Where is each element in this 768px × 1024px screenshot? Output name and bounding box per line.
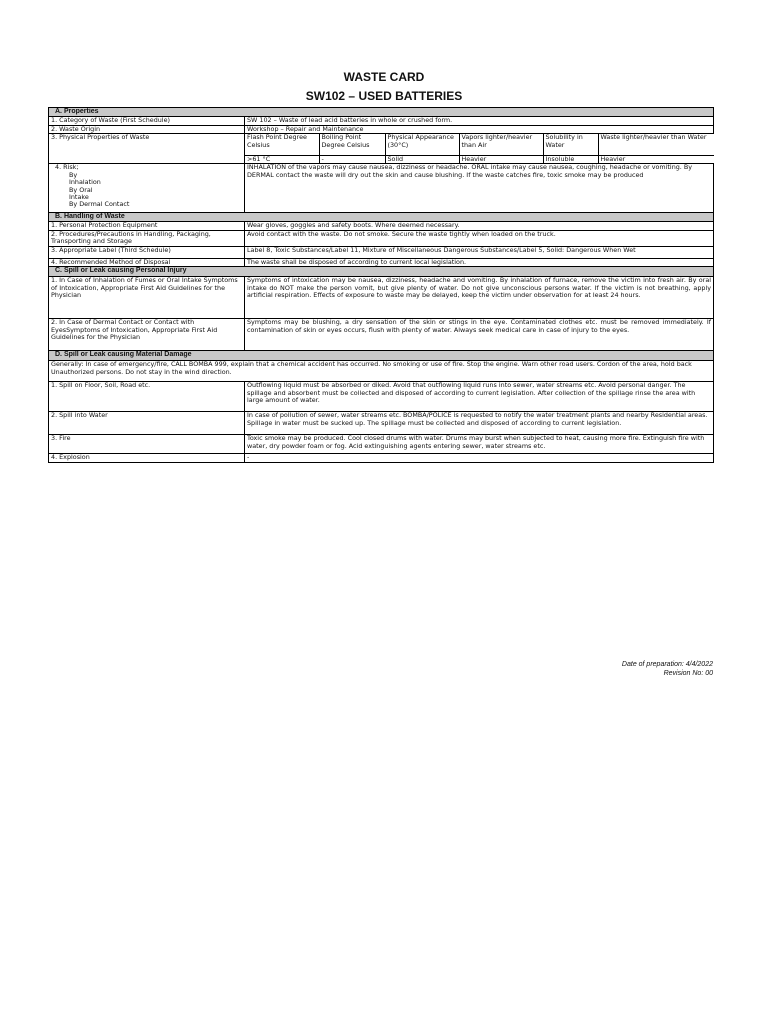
prop-header: Physical Appearance (30°C) xyxy=(385,134,459,155)
preparation-date: Date of preparation: 4/4/2022 xyxy=(621,661,713,668)
row-label: 1. In Case of Inhalation of Fumes or Oral Intake Symptoms of Intoxication, Appropriate First Aid Guidelines for the Physician xyxy=(49,277,245,319)
row-label: 4. Recommended Method of Disposal xyxy=(49,258,245,266)
risk-label: 4. Risk; xyxy=(55,163,79,172)
risk-intake: Intake xyxy=(69,193,89,202)
table-row xyxy=(49,382,714,412)
table-row xyxy=(49,412,714,435)
table-row xyxy=(49,164,714,213)
prop-header: Solubility in Water xyxy=(543,134,598,155)
table-row xyxy=(49,258,714,266)
row-value: SW 102 – Waste of lead acid batteries in whole or crushed form. xyxy=(245,117,714,126)
general-instructions: Generally: In case of emergency/fire, CALL BOMBA 999, explain that a chemical accident has occurred. No smoking or use of fire. Stop the engine. Warn other road users. Cordon of the area, hold back Unauthorized persons. Do not stay in the wind direction. xyxy=(49,361,714,382)
prop-value: Heavier xyxy=(459,155,543,163)
row-label: 3. Appropriate Label (Third Schedule) xyxy=(49,246,245,258)
prop-value: Insoluble xyxy=(543,155,598,163)
section-d-header xyxy=(49,351,714,361)
prop-value: Solid xyxy=(385,155,459,163)
prop-header: Flash Point Degree Celsius xyxy=(245,134,319,155)
row-label: 2. Procedures/Precautions in Handling, Packaging, Transporting and Storage xyxy=(49,230,245,246)
table-row xyxy=(49,435,714,454)
waste-card-table xyxy=(48,107,714,463)
row-label: 1. Category of Waste (First Schedule) xyxy=(49,117,245,126)
row-value: Label 8, Toxic Substances/Label 11, Mixture of Miscellaneous Dangerous Substances/Label 5, Solid: Dangerous When Wet xyxy=(245,246,714,258)
prop-header: Waste lighter/heavier than Water xyxy=(598,134,714,155)
row-label: 1. Spill on Floor, Soil, Road etc. xyxy=(49,382,245,412)
table-row xyxy=(49,319,714,351)
document-title: WASTE CARD xyxy=(343,70,425,84)
row-value: Wear gloves, goggles and safety boots. Where deemed necessary. xyxy=(245,222,714,230)
section-d-title: D. Spill or Leak causing Material Damage xyxy=(49,351,714,361)
row-value: Workshop – Repair and Maintenance xyxy=(245,126,714,134)
row-label: 2. Waste Origin xyxy=(49,126,245,134)
row-label: 3. Fire xyxy=(49,435,245,454)
row-value: - xyxy=(245,454,714,462)
prop-header: Vapors lighter/heavier than Air xyxy=(459,134,543,155)
row-value: In case of pollution of sewer, water streams etc. BOMBA/POLICE is requested to notify the water treatment plants and nearby Residential areas. Spillage in water must be sucked up. The spillage must be collected and disposed of according to current legislation. xyxy=(245,412,714,435)
row-value: The waste shall be disposed of according to current local legislation. xyxy=(245,258,714,266)
revision-number: Revision No: 00 xyxy=(663,670,713,677)
prop-value: - xyxy=(319,155,385,163)
table-row xyxy=(49,117,714,126)
table-row xyxy=(49,134,714,164)
table-row xyxy=(49,246,714,258)
row-label xyxy=(49,164,245,213)
row-value: Avoid contact with the waste. Do not smoke. Secure the waste tightly when loaded on the truck. xyxy=(245,230,714,246)
table-row xyxy=(49,126,714,134)
row-label: 2. In Case of Dermal Contact or Contact with EyesSymptoms of Intoxication, Appropriate First Aid Guidelines for the Physician xyxy=(49,319,245,351)
section-b-header xyxy=(49,213,714,222)
row-value: Outflowing liquid must be absorbed or diked. Avoid that outflowing liquid runs into sewer, water streams etc. Avoid personal danger. The spillage and absorbent must be collected and disposed of according to current legislation. After collection of the spillage rinse the area with large amount of water. xyxy=(245,382,714,412)
section-a-header xyxy=(49,108,714,117)
table-row xyxy=(49,222,714,230)
row-label: 4. Explosion xyxy=(49,454,245,462)
row-label: 1. Personal Protection Equipment xyxy=(49,222,245,230)
prop-header: Boiling Point Degree Celsius xyxy=(319,134,385,155)
row-value: Toxic smoke may be produced. Cool closed drums with water. Drums may burst when subjected to heat, causing more fire. Extinguish fire with water, dry powder foam or fog. Acid extinguishing agents entering sewer, water streams etc. xyxy=(245,435,714,454)
physical-properties-cell xyxy=(245,134,714,164)
prop-value: >61 °C xyxy=(245,155,319,163)
table-row xyxy=(49,361,714,382)
risk-dermal: By Dermal Contact xyxy=(69,200,130,209)
table-row xyxy=(49,454,714,462)
row-label: 2. Spill into Water xyxy=(49,412,245,435)
section-c-title: C. Spill or Leak causing Personal Injury xyxy=(49,267,714,277)
section-c-header xyxy=(49,267,714,277)
row-label: 3. Physical Properties of Waste xyxy=(49,134,245,164)
prop-value: Heavier xyxy=(598,155,714,163)
table-row xyxy=(49,230,714,246)
row-value: INHALATION of the vapors may cause nausea, dizziness or headache. ORAL intake may cause nausea, coughing, headache or vomiting. By DERMAL contact the waste will dry out the skin and cause blushing. If the waste catches fire, toxic smoke may be produced xyxy=(245,164,714,213)
section-a-title: A. Properties xyxy=(49,108,714,117)
risk-oral: By Oral xyxy=(69,185,93,194)
row-value: Symptoms of intoxication may be nausea, dizziness, headache and vomiting. By inhalation of furnace, remove the victim into fresh air. By oral intake do NOT make the person vomit, but give plenty of water. Do not give unconscious persons water. If the victim is not breathing, apply artificial respiration. Effects of exposure to waste may be delayed, keep the victim under observation for at least 24 hours. xyxy=(245,277,714,319)
document-subtitle: SW102 – USED BATTERIES xyxy=(305,89,463,103)
section-b-title: B. Handling of Waste xyxy=(49,213,714,222)
table-row xyxy=(49,277,714,319)
row-value: Symptoms may be blushing, a dry sensation of the skin or stings in the eye. Contaminated clothes etc. must be removed immediately. If contamination of skin or eyes occurs, flush with plenty of water. Always seek medical care in case of injury to the eyes. xyxy=(245,319,714,351)
physical-properties-table xyxy=(245,134,714,163)
risk-inhalation: Inhalation xyxy=(69,178,101,187)
risk-by: By xyxy=(69,170,78,179)
